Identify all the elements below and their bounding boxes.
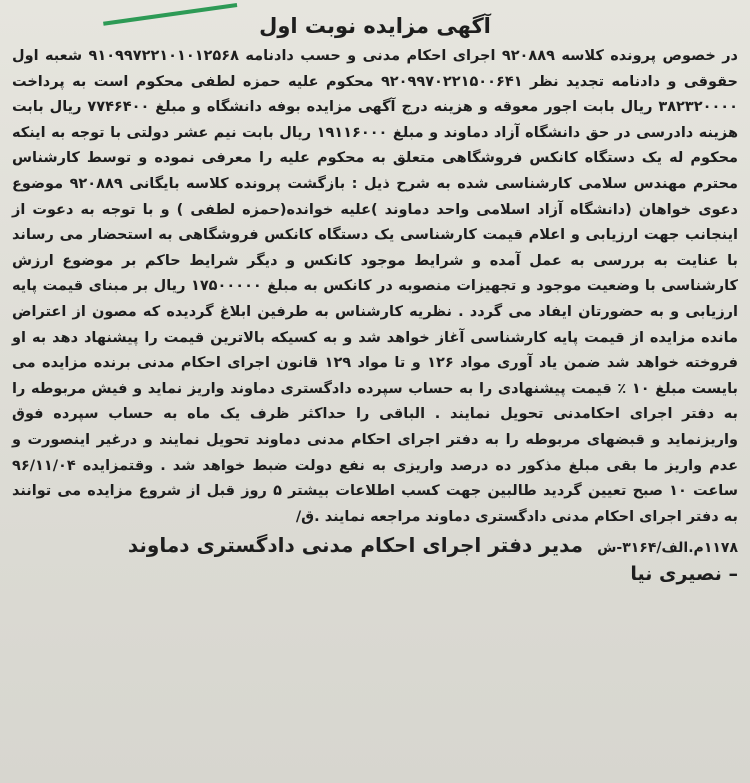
reference-code: ۱۱۷۸م.الف/۳۱۶۴-ش bbox=[597, 540, 738, 557]
auction-notice bbox=[12, 12, 738, 585]
notice-footer bbox=[12, 534, 738, 585]
footer-signature-row bbox=[12, 534, 738, 559]
notice-title: آگهی مزایده نوبت اول bbox=[259, 14, 491, 38]
signature-name: – نصیری نیا bbox=[630, 563, 738, 586]
notice-body: در خصوص پرونده کلاسه ۹۲۰۸۸۹ اجرای احکام مدنی و حسب دادنامه ۹۱۰۹۹۷۲۲۱۰۱۰۱۲۵۶۸ شعبه اول حقوقی و دادنامه تجدید نظر ۹۲۰۹۹۷۰۲۲۱۵۰۰۶۴۱ محکوم علیه حمزه لطفی محکوم است به پرداخت ۳۸۲۳۲۰۰۰۰ ریال بابت اجور معوقه و هزینه درج آگهی مزایده بوفه دانشگاه و مبلغ ۷۷۴۶۴۰۰ ریال بابت هزینه دادرسی در حق دانشگاه آزاد دماوند و مبلغ ۱۹۱۱۶۰۰۰ ریال بابت نیم عشر دولتی با توجه به اینکه محکوم له یک دستگاه کانکس فروشگاهی متعلق به محکوم علیه را معرفی نموده و توسط کارشناس محترم مهندس سلامی کارشناسی شده به شرح ذیل : بازگشت پرونده کلاسه بایگانی ۹۲۰۸۸۹ موضوع دعوی خواهان (دانشگاه آزاد اسلامی واحد دماوند )علیه خوانده(حمزه لطفی ) و با توجه به دعوت از اینجانب جهت ارزیابی و اعلام قیمت کارشناسی یک دستگاه کانکس فروشگاهی به استحضار می رساند با عنایت به بررسی به عمل آمده و شرایط موجود کانکس و دیگر شرایط حاکم بر موضوع ارزش کارشناسی با وضعیت موجود و تجهیزات منصوبه در کانکس به مبلغ ۱۷۵۰۰۰۰۰ ریال بر مبنای قیمت پایه ارزیابی و به حضورتان ایفاد می گردد . نظریه کارشناس به طرفین ابلاغ گردیده که مصون از اعتراض مانده مزایده از قیمت پایه کارشناسی آغاز خواهد شد و به کسیکه بالاترین قیمت را پیشنهاد دهد به او فروخته خواهد شد ضمن یاد آوری مواد ۱۲۶ و تا مواد ۱۲۹ قانون اجرای احکام مدنی برنده مزایده می بایست مبلغ ۱۰ ٪ قیمت پیشنهادی را به حساب سپرده دادگستری دماوند واریز نماید و فیش مربوطه را به دفتر اجرای احکامدنی تحویل نمایند . الباقی را حداکثر ظرف یک ماه به حساب سپرده فوق واریزنماید و قبضهای مربوطه را به دفتر اجرای احکام مدنی دماوند تحویل نمایند و درغیر اینصورت و عدم واریز ما بقی مبلغ مذکور ده درصد واریزی به نفع دولت ضبط خواهد شد . وقتمزایده ۹۶/۱۱/۰۴ ساعت ۱۰ صبح تعیین گردید طالبین جهت کسب اطلاعات بیشتر ۵ روز قبل از شروع مزایده می توانند به دفتر اجرای احکام مدنی دادگستری دماوند مراجعه نمایند .ق/ bbox=[12, 48, 738, 525]
signature-title: مدیر دفتر اجرای احکام مدنی دادگستری دماوند bbox=[127, 533, 584, 558]
